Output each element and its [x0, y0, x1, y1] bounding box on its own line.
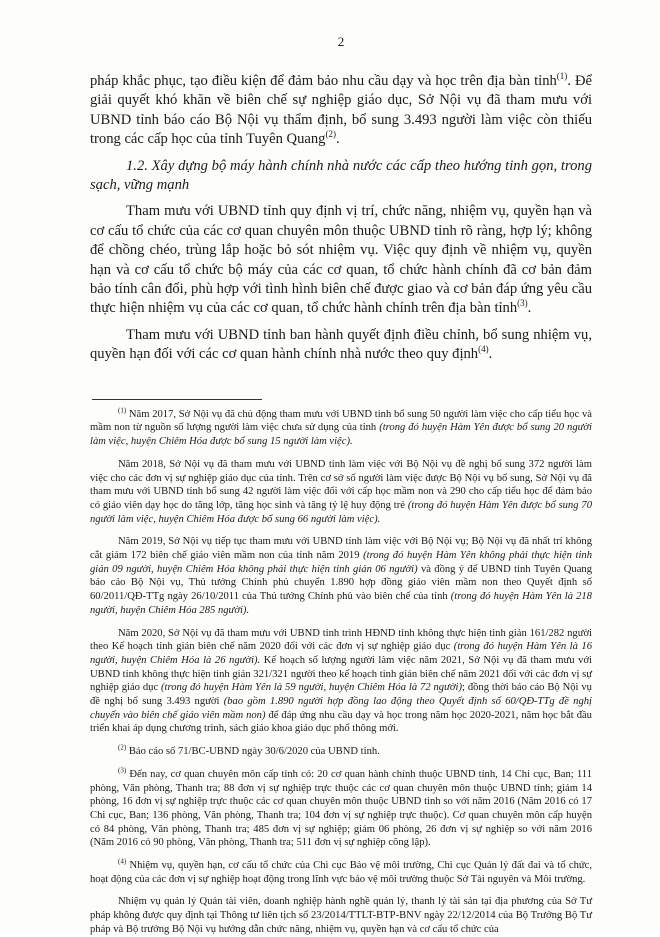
footnote-2: [90, 745, 592, 759]
footnote-1-italic: (trong đó huyện Hàm Yên được bổ sung 20 người làm việc, huyện Chiêm Hóa được bổ sung 15 người làm việc).: [90, 422, 592, 448]
paragraph-2-end: .: [527, 300, 532, 317]
footnote-2-text: Báo cáo số 71/BC-UBND ngày 30/6/2020 của UBND tỉnh.: [126, 746, 380, 758]
footnote-1-2018: [90, 458, 592, 527]
footnote-4-continued-text: Nhiệm vụ quản lý Quản tài viên, doanh nghiệp hành nghề quản lý, thanh lý tài sản tại địa phương của Sở Tư pháp không được quy định tại Thông tư liên tịch số 23/2014/TTLT-BTP-BNV ngày 22/12/2014 của Bộ Trưởng Bộ Tư pháp và Bộ trưởng Bộ Nội vụ hướng dẫn chức năng, nhiệm vụ, quyền hạn và cơ cấu tổ chức của: [90, 896, 592, 935]
footnote-3-marker: (3): [118, 766, 127, 775]
paragraph-3-text: Tham mưu với UBND tỉnh ban hành quyết định điều chỉnh, bổ sung nhiệm vụ, quyền hạn đối với các cơ quan hành chính nhà nước theo quy định: [90, 326, 592, 363]
footnote-divider: [92, 399, 262, 400]
footnotes: [90, 408, 592, 937]
footnote-2019-italic-2: (trong đó huyện Hàm Yên là 218 người, huyện Chiêm Hóa 285 người).: [90, 591, 592, 616]
footnote-4-continued: [90, 895, 592, 936]
paragraph-2-text: Tham mưu với UBND tỉnh quy định vị trí, chức năng, nhiệm vụ, quyền hạn và cơ cấu tổ chức của các cơ quan chuyên môn thuộc UBND tỉnh rõ ràng, hợp lý; không để chồng chéo, trùng lắp hoặc bỏ sót nhiệm vụ. Việc quy định về nhiệm vụ, quyền hạn và cơ cấu tổ chức bộ máy của các cơ quan, tổ chức hành chính đã cơ bản đảm bảo tính cân đối, phù hợp với tình hình biên chế được giao và cơ bản đáp ứng yêu cầu thực hiện nhiệm vụ của các cơ quan, tổ chức hành chính trên địa bàn tỉnh: [90, 203, 592, 317]
footnote-2018-text: Năm 2018, Sở Nội vụ đã tham mưu với UBND tỉnh làm việc với Bộ Nội vụ đề nghị bổ sung 372 người làm việc cho các đơn vị sự nghiệp giáo dục của tỉnh. Trên cơ sở số người làm việc được Bộ Nội vụ bổ sung, Sở Nội vụ đã tham mưu với UBND tỉnh bổ sung 42 người làm việc đối với cấp học mầm non và 290 cho cấp tiểu học để đảm bảo có giáo viên dạy học do tăng lớp, tăng học sinh và tăng tỷ lệ huy động trẻ: [90, 458, 592, 511]
paragraph-2: [90, 202, 592, 318]
footnote-ref-2: (2): [325, 129, 336, 140]
paragraph-3-end: .: [488, 346, 493, 363]
paragraph-1: [90, 72, 592, 150]
footnote-2020-text-4: để đáp ứng nhu cầu dạy và học trong năm học 2020-2021, năm học bắt đầu triển khai áp dụng chương trình, sách giáo khoa giáo dục phổ thông mới.: [90, 709, 592, 735]
footnote-1-marker: (1): [118, 406, 127, 415]
main-body: [90, 72, 592, 365]
footnote-2019-text: Năm 2019, Sở Nội vụ tiếp tục tham mưu với UBND tỉnh làm việc với Bộ Nội vụ; Bộ Nội vụ đã nhất trí không cắt giảm 172 biên chế giáo viên mầm non của tỉnh năm 2019: [90, 536, 592, 562]
footnote-2019-italic: (trong đó huyện Hàm Yên không phải thực hiện tinh giản 09 người, huyện Chiêm Hóa không phải thực hiện tinh giản 06 người): [90, 550, 592, 575]
footnote-2020-italic: (trong đó huyện Hàm Yên là 16 người, huyện Chiêm Hóa là 26 người).: [90, 641, 592, 666]
footnote-4-marker: (4): [118, 857, 127, 866]
footnote-2020-text: Năm 2020, Sở Nội vụ đã tham mưu với UBND tỉnh trình HĐND tỉnh không thực hiện tinh giản 161/282 người theo Kế hoạch tinh giản biên chế năm 2020 đối với các đơn vị sự nghiệp giáo dục: [90, 627, 592, 653]
footnote-4: [90, 859, 592, 886]
paragraph-1-text-b: . Để giải quyết khó khăn về biên chế sự nghiệp giáo dục, Sở Nội vụ đã tham mưu với UBND tỉnh báo cáo Bộ Nội vụ thẩm định, bổ sung 3.493 người làm việc còn thiếu trong các cấp học của tỉnh Tuyên Quang: [90, 73, 592, 148]
footnote-2020-italic-2: (trong đó huyện Hàm Yên là 59 người, huyện Chiêm Hóa là 72 người): [161, 682, 462, 694]
footnote-2-marker: (2): [118, 743, 127, 752]
footnote-ref-3: (3): [517, 298, 528, 309]
paragraph-3: [90, 326, 592, 365]
footnote-4-text: Nhiệm vụ, quyền hạn, cơ cấu tổ chức của Chi cục Bảo vệ môi trường, Chi cục Quản lý đất đai và tổ chức, hoạt động của các đơn vị sự nghiệp hoạt động trong lĩnh vực bảo vệ môi trường thuộc Sở Tài nguyên và Môi trường.: [90, 860, 592, 885]
footnote-1: [90, 408, 592, 449]
page-number: 2: [337, 34, 345, 49]
footnote-ref-1: (1): [556, 71, 568, 82]
footnote-3: [90, 768, 592, 850]
footnote-2019-text-2: và đồng ý để UBND tỉnh Tuyên Quang báo cáo Bộ Nội vụ, Thủ tướng Chính phủ chuyển 1.890 hợp đồng giáo viên mầm non theo Quyết định số 60/2011/QĐ-TTg ngày 26/10/2011 của Thủ tướng Chính phủ vào biên chế của tỉnh: [90, 563, 592, 603]
paragraph-1-text-a: pháp khắc phục, tạo điều kiện để đảm bảo nhu cầu dạy và học trên địa bàn tỉnh: [90, 73, 557, 89]
footnote-1-2020: [90, 627, 592, 737]
footnote-2020-text-2: Kế hoạch số lượng người làm việc năm 2021, Sở Nội vụ đã tham mưu với UBND tỉnh không thực hiện tinh giản 321/321 người theo kế hoạch tinh giản biên chế năm 2021 đối với các đơn vị sự nghiệp giáo dục: [90, 654, 592, 694]
section-heading: 1.2. Xây dựng bộ máy hành chính nhà nước các cấp theo hướng tinh gọn, trong sạch, vững mạnh: [90, 157, 592, 194]
footnote-1-text: Năm 2017, Sở Nội vụ đã chủ động tham mưu với UBND tỉnh bổ sung 50 người làm việc cho cấp tiểu học và mầm non từ nguồn số lượng người làm việc chưa sử dụng của tỉnh: [90, 408, 592, 434]
paragraph-1-end: .: [335, 131, 340, 148]
footnote-2020-italic-3: (bao gồm 1.890 người hợp đồng lao động theo Quyết định số 60/QĐ-TTg đề nghị chuyển vào biên chế giáo viên mầm non): [90, 696, 592, 721]
footnote-2020-text-3: ; đồng thời báo cáo Bộ Nội vụ đề nghị bổ sung 3.493 người: [90, 682, 592, 708]
footnote-3-text: Đến nay, cơ quan chuyên môn cấp tỉnh có: 20 cơ quan hành chính thuộc UBND tỉnh, 14 Chi cục, Ban; 111 phòng, Văn phòng, Thanh tra; 88 đơn vị sự nghiệp trực thuộc các cơ quan chuyên môn thuộc UBND tỉnh; giảm 14 phòng, 16 đơn vị sự nghiệp trực thuộc các cơ quan chuyên môn thuộc UBND tỉnh so với năm 2016 (Năm 2016 có 17 Chi cục, Ban; 136 phòng, Văn phòng, Thanh tra; 104 đơn vị sự nghiệp trực thuộc). Cơ quan chuyên môn cấp huyện có 84 phòng, Văn phòng, Thanh tra; 485 đơn vị sự nghiệp; giảm 06 phòng, 26 đơn vị sự nghiệp so với năm 2016 (Năm 2016 có 90 phòng, Văn phòng, Thanh tra; 511 đơn vị sự nghiệp công lập).: [90, 768, 592, 849]
footnote-ref-4: (4): [478, 344, 489, 355]
footnote-1-2019: [90, 535, 592, 617]
footnote-2018-italic: (trong đó huyện Hàm Yên được bổ sung 70 người làm việc, huyện Chiêm Hóa được bổ sung 66 người làm việc).: [90, 499, 592, 525]
